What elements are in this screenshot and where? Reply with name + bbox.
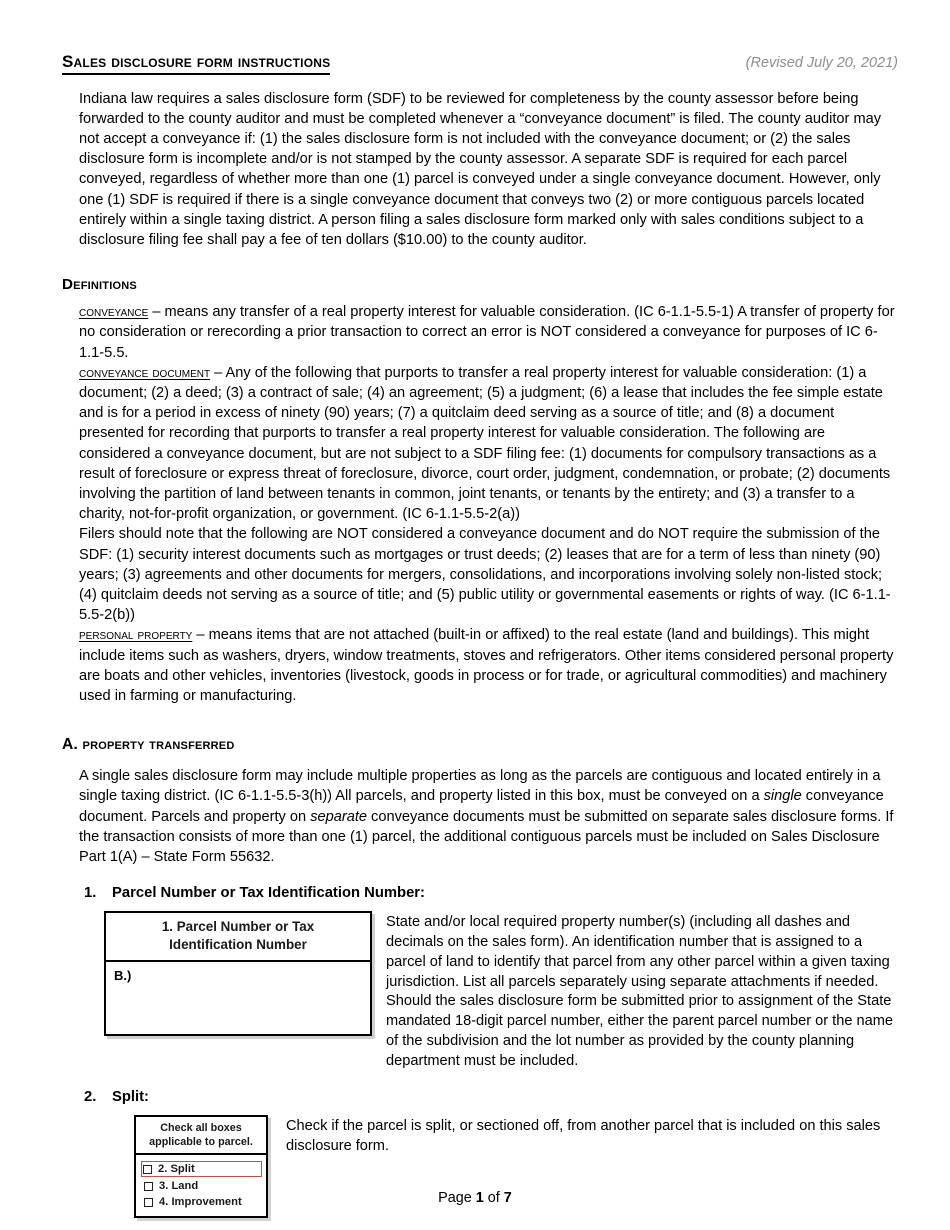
list-item-2-heading — [62, 1089, 898, 1105]
parcel-number-figure — [104, 911, 372, 1035]
definition-term-conveyance-document: conveyance document — [79, 364, 211, 381]
definitions-heading: Definitions — [62, 276, 137, 294]
section-a-emphasis-single: single — [763, 788, 802, 805]
page-footer — [0, 1190, 950, 1206]
definition-term-personal-property: personal property — [79, 627, 193, 644]
split-checkbox-list — [136, 1155, 266, 1216]
checkbox-row-split[interactable] — [141, 1161, 262, 1177]
section-a-text-part-3: conveyance documents must be submitted on separate sales disclosure forms. If the transaction consists of more than one (1) parcel, the additional contiguous parcels must be included on Sales Disclosure Part 1(A) – State Form 55632. — [79, 808, 894, 866]
split-checkbox-header: Check all boxes applicable to parcel. — [136, 1117, 266, 1155]
parcel-number-form-header: 1. Parcel Number or Tax Identification Number — [106, 913, 370, 961]
definition-conveyance — [79, 302, 898, 363]
definition-conveyance-document — [79, 363, 898, 525]
checkbox-label-split: 2. Split — [158, 1163, 195, 1176]
footer-middle: of — [483, 1190, 504, 1206]
section-a-heading: A. property transferred — [62, 736, 235, 754]
list-item-1-number: 1. — [84, 885, 97, 902]
list-item-1-heading — [62, 885, 898, 901]
footer-total-pages: 7 — [503, 1190, 512, 1206]
filers-note-paragraph: Filers should note that the following are NOT considered a conveyance document and do NOT require the submission of the SDF: (1) security interest documents such as mortgages or trust deeds; (2) leases that are for a term of less than ninety (90) years; (3) agreements and other documents for mergers, consolidations, and incorporations involving solely non-listed stock; (4) quitclaim deeds not serving as a source of title; and (5) public utility or governmental easements or rights of way. (IC 6-1.1-5.5-2(b)) — [79, 526, 891, 624]
parcel-number-form-box — [104, 911, 372, 1035]
parcel-number-form-body[interactable] — [106, 962, 370, 1034]
definition-text-conveyance: – means any transfer of a real property interest for valuable consideration. (IC 6-1.1-5.5-1) A transfer of property for no consideration or rerecording a prior transaction to correct an error is NOT considered a conveyance for purposes of IC 6-1.1-5.5. — [79, 304, 895, 361]
footer-page-number: 1 — [475, 1190, 484, 1206]
list-item-2-number: 2. — [84, 1089, 97, 1106]
definition-text-conveyance-document: – Any of the following that purports to transfer a real property interest for valuable consideration: (1) a document; (2) a deed; (3) a contract of sale; (4) an agreement; (5) a judgment; (6) a lease that includes the fee simple estate and is for a period in excess of ninety (90) years; (7) a quitclaim deed serving as a source of title; and (8) a document presented for recording that purports to transfer a real property interest for valuable consideration. The following are considered a conveyance document, but are not subject to a SDF filing fee: (1) documents for compulsory transactions as a result of foreclosure or express threat of foreclosure, divorce, court order, judgment, condemnation, or probate; (2) documents involving the partition of land between tenants in common, joint tenants, or tenants by the entirety; and (3) a transfer to a charity, not-for-profit organization, or government. (IC 6-1.1-5.5-2(a)) — [79, 364, 891, 523]
page-title: Sales disclosure form instructions — [62, 52, 330, 75]
definition-personal-property — [79, 625, 898, 706]
split-description: Check if the parcel is split, or sectioned off, from another parcel that is included on this sales disclosure form. — [286, 1118, 881, 1155]
checkbox-label-improvement: 4. Improvement — [159, 1196, 242, 1209]
definition-text-personal-property: – means items that are not attached (built-in or affixed) to the real estate (land and buildings). This might include items such as washers, dryers, window treatments, stoves and refrigerators. Other items considered personal property are boats and other vehicles, inventories (livestock, goods in process or for trade, or agricultural commodities) and machinery used in farming or manufacturing. — [79, 627, 894, 705]
definitions-list — [62, 302, 898, 706]
definition-term-conveyance: conveyance — [79, 304, 149, 321]
checkbox-label-land: 3. Land — [159, 1180, 199, 1193]
footer-prefix: Page — [438, 1190, 476, 1206]
document-header — [62, 52, 898, 75]
list-item-2-label: Split: — [112, 1089, 149, 1106]
revision-date: (Revised July 20, 2021) — [745, 55, 898, 71]
parcel-number-description: State and/or local required property number(s) (including all dashes and decimals on the sales form). An identification number that is assigned to a parcel of land to identify that parcel from any other parcel within a given taxing jurisdiction. List all parcels separately using separate attachments if needed. Should the sales disclosure form be submitted prior to assignment of the State mandated 18-digit parcel number, either the parent parcel number or the name of the subdivision and the lot number as provided by the county planning department must be included. — [386, 914, 894, 1069]
intro-paragraph: Indiana law requires a sales disclosure form (SDF) to be reviewed for completeness by the county assessor before being forwarded to the county auditor and must be completed whenever a “conveyance document” is filed. The county auditor may not accept a conveyance if: (1) the sales disclosure form is not included with the conveyance document; or (2) the sales disclosure form is incomplete and/or is not stamped by the county assessor. A separate SDF is required for each parcel conveyed, regardless of whether more than one (1) parcel is conveyed under a single conveyance document. However, only one (1) SDF is required if there is a single conveyance document that conveys two (2) or more contiguous parcels located entirely within a single taxing district. A person filing a sales disclosure form marked only with sales conditions subject to a disclosure filing fee shall pay a fee of ten dollars ($10.00) to the county auditor. — [79, 90, 882, 248]
list-item-1-label: Parcel Number or Tax Identification Number: — [112, 885, 425, 902]
section-a-paragraph — [62, 766, 898, 867]
parcel-number-body-label: B.) — [114, 967, 132, 983]
section-a-text-part-1: A single sales disclosure form may include multiple properties as long as the parcels are contiguous and located entirely in a single taxing district. (IC 6-1.1-5.5-3(h)) All parcels, and property listed in this box, must be conveyed on a — [79, 768, 881, 805]
parcel-number-figure-row — [62, 911, 898, 1071]
section-a-text-part-2: conveyance document. Parcels and property on — [79, 788, 884, 825]
checkbox-icon[interactable] — [143, 1165, 152, 1174]
section-a-emphasis-separate: separate — [310, 808, 367, 825]
